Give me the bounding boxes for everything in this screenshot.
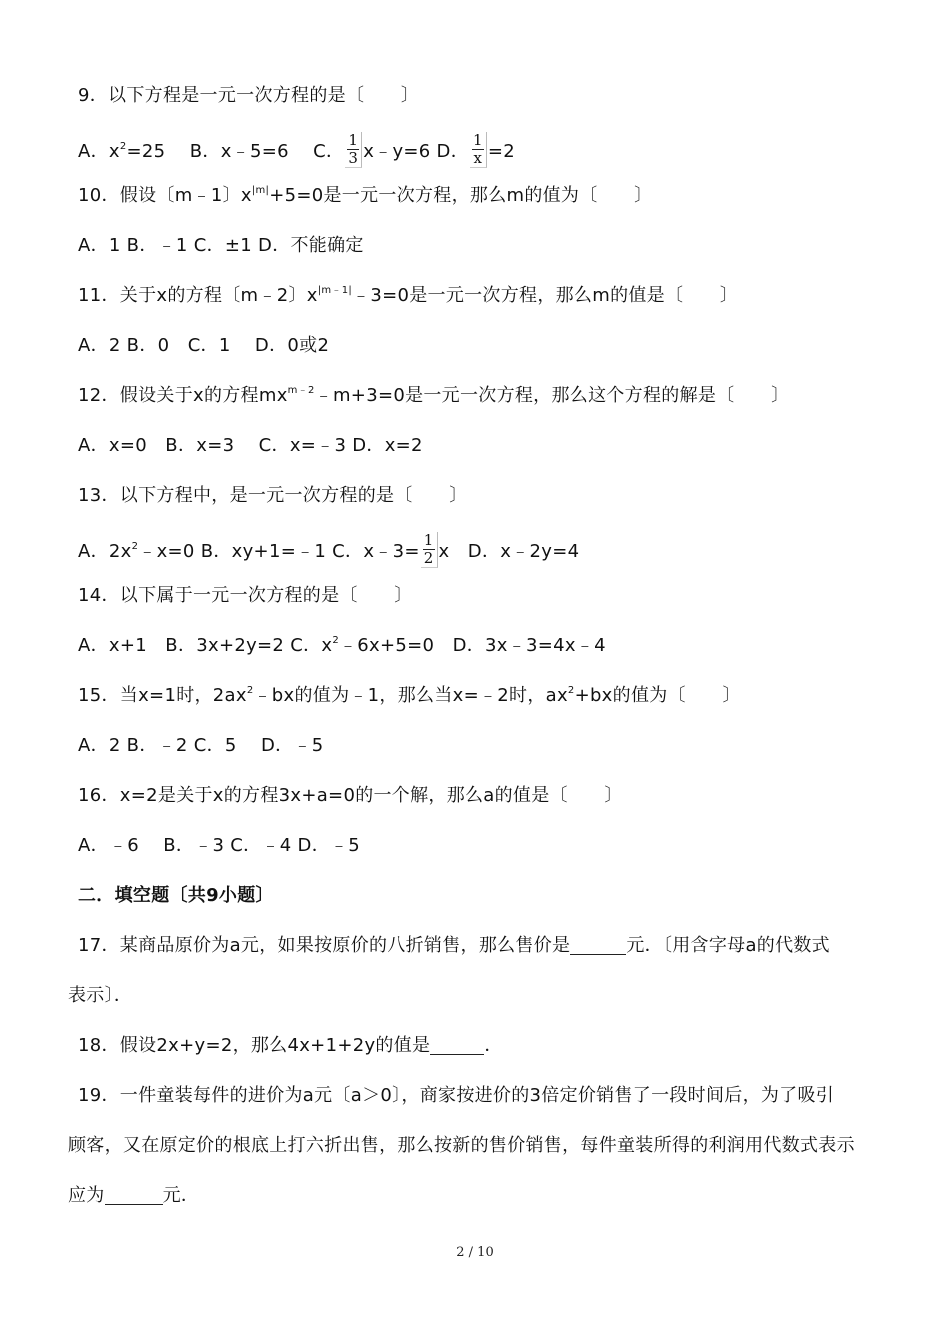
section-heading-fill-in: 二．填空题〔共9小题〕	[78, 885, 274, 906]
fraction-one-over-x: $\frac{1}{x}$	[470, 132, 487, 168]
question-11-stem: 11．关于x的方程〔m﹣2〕$x^{|m﹣1|}﹣3=0$是一元一次方程，那么m的值是〔 〕	[78, 285, 739, 306]
question-12-options: A．x=0 B．x=3 C．x=﹣3 D．x=2	[78, 435, 423, 456]
question-19-line3: 应为 元．	[68, 1185, 200, 1206]
fraction-one-half: $\frac{1}{2}$	[421, 532, 438, 568]
question-17-line1: 17．某商品原价为a元，如果按原价的八折销售，那么售价是 元．〔用含字母a的代数式	[78, 935, 830, 956]
question-17-line2: 表示〕．	[68, 985, 133, 1006]
question-13-stem: 13．以下方程中，是一元一次方程的是〔 〕	[78, 485, 468, 506]
question-9-stem: 9．以下方程是一元一次方程的是〔 〕	[78, 85, 420, 106]
question-15-options: A．2 B．﹣2 C．5 D．﹣5	[78, 735, 324, 756]
answer-blank	[105, 1186, 163, 1205]
question-14-stem: 14．以下属于一元一次方程的是〔 〕	[78, 585, 413, 606]
question-14-options: A．x+1 B．3x+2y=2 C．$x^2﹣6x+5=0$ D．3x﹣3=4x﹣4	[78, 635, 606, 656]
question-12-stem: 12．假设关于x的方程$mx^{m﹣2}﹣m+3=0$是一元一次方程，那么这个方程的解是〔 〕	[78, 385, 790, 406]
answer-blank	[430, 1036, 484, 1055]
question-16-options: A．﹣6 B．﹣3 C．﹣4 D．﹣5	[78, 835, 361, 856]
question-15-stem: 15．当x=1时，$2ax^2﹣bx$的值为﹣1，那么当x=﹣2时，$ax^2+bx$的值为〔 〕	[78, 685, 741, 706]
question-10-options: A．1 B．﹣1 C．±1 D．不能确定	[78, 235, 364, 256]
fraction-one-third: $\frac{1}{3}$	[345, 132, 362, 168]
question-19-line1: 19．一件童装每件的进价为a元〔a＞0〕，商家按进价的3倍定价销售了一段时间后，为了吸引	[78, 1085, 835, 1106]
question-19-line2: 顾客，又在原定价的根底上打六折出售，那么按新的售价销售，每件童装所得的利润用代数式表示	[68, 1135, 855, 1156]
question-16-stem: 16．x=2是关于x的方程3x+a=0的一个解，那么a的值是〔 〕	[78, 785, 623, 806]
answer-blank	[570, 936, 626, 955]
page-number: 2 / 10	[456, 1245, 494, 1260]
question-13-options: A．$2x^2﹣x=0$ B．xy+1=﹣1 C．x﹣3= $\frac{1}{2}$ x D．x﹣2y=4	[78, 531, 580, 567]
question-18-stem: 18．假设2x+y=2，那么4x+1+2y的值是 ．	[78, 1035, 503, 1056]
question-10-stem: 10．假设〔m﹣1〕$x^{|m|}+5=0$是一元一次方程，那么m的值为〔 〕	[78, 185, 653, 206]
question-9-options: A．$x^2=25$ B．x﹣5=6 C． $\frac{1}{3}$ x﹣y=6 D． $\frac{1}{x}$ =2	[78, 131, 515, 167]
question-11-options: A．2 B．0 C．1 D．0或2	[78, 335, 330, 356]
